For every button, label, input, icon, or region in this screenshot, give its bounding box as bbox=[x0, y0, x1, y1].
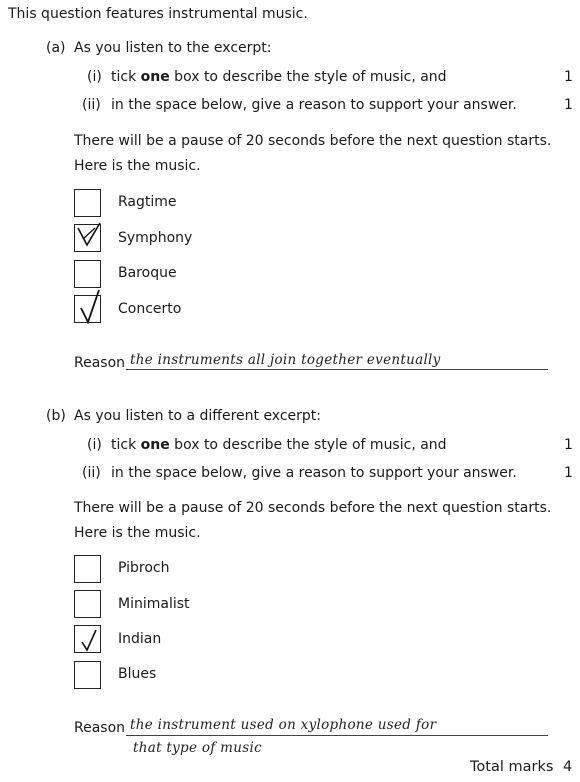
part-b-item-i-bold: one bbox=[140, 437, 170, 453]
tick-mark bbox=[69, 286, 109, 326]
total-marks-value: 4 bbox=[563, 759, 573, 775]
option-label-indian: Indian bbox=[118, 631, 162, 647]
part-b-reason-line-1 bbox=[126, 735, 548, 736]
option-box-symphony[interactable] bbox=[74, 224, 101, 252]
tick-mark bbox=[69, 616, 109, 656]
crossed-tick-mark bbox=[69, 215, 109, 255]
part-a-item-i-pre: tick bbox=[111, 69, 141, 85]
option-label-symphony: Symphony bbox=[118, 230, 193, 246]
part-b-reason-answer-line1[interactable]: the instrument used on xylophone used for bbox=[130, 717, 437, 733]
part-a-label: (a) bbox=[46, 40, 66, 56]
option-box-baroque[interactable] bbox=[74, 260, 101, 288]
part-b-item-i-post: box to describe the style of music, and bbox=[169, 437, 447, 453]
part-b-prompt: As you listen to a different excerpt: bbox=[74, 408, 322, 424]
part-b-item-ii-text: in the space below, give a reason to support your answer. bbox=[111, 465, 517, 481]
part-b-item-i-pre: tick bbox=[111, 437, 141, 453]
option-label-baroque: Baroque bbox=[118, 265, 177, 281]
part-b-item-i-number: (i) bbox=[87, 437, 102, 453]
option-box-pibroch[interactable] bbox=[74, 555, 101, 583]
option-box-minimalist[interactable] bbox=[74, 590, 101, 618]
part-b-label: (b) bbox=[46, 408, 66, 424]
part-b-item-i-mark: 1 bbox=[564, 437, 573, 453]
part-b-item-i-text bbox=[111, 437, 447, 453]
part-a-item-i-post: box to describe the style of music, and bbox=[169, 69, 447, 85]
part-a-item-i-number: (i) bbox=[87, 69, 102, 85]
part-a-item-ii-mark: 1 bbox=[564, 97, 573, 113]
part-a-item-ii-number: (ii) bbox=[82, 97, 101, 113]
part-b-item-ii-mark: 1 bbox=[564, 465, 573, 481]
part-a-item-i-bold: one bbox=[140, 69, 170, 85]
option-label-blues: Blues bbox=[118, 666, 157, 682]
part-b-reason-label: Reason bbox=[74, 720, 126, 736]
option-label-ragtime: Ragtime bbox=[118, 194, 177, 210]
part-a-prompt: As you listen to the excerpt: bbox=[74, 40, 272, 56]
part-a-item-ii-text: in the space below, give a reason to support your answer. bbox=[111, 97, 517, 113]
option-box-blues[interactable] bbox=[74, 661, 101, 689]
option-box-concerto[interactable] bbox=[74, 295, 101, 323]
option-label-pibroch: Pibroch bbox=[118, 560, 170, 576]
option-label-minimalist: Minimalist bbox=[118, 596, 190, 612]
intro-text: This question features instrumental music. bbox=[8, 6, 308, 22]
option-box-ragtime[interactable] bbox=[74, 189, 101, 217]
option-box-indian[interactable] bbox=[74, 625, 101, 653]
option-label-concerto: Concerto bbox=[118, 301, 182, 317]
part-b-reason-answer-line2[interactable]: that type of music bbox=[133, 740, 262, 756]
part-a-pause-text: There will be a pause of 20 seconds before the next question starts. bbox=[74, 133, 552, 149]
part-b-pause-text: There will be a pause of 20 seconds before the next question starts. bbox=[74, 500, 552, 516]
part-a-item-i-text bbox=[111, 69, 447, 85]
part-b-music-text: Here is the music. bbox=[74, 525, 201, 541]
part-b-item-ii-number: (ii) bbox=[82, 465, 101, 481]
total-marks-label: Total marks bbox=[470, 759, 554, 775]
part-a-item-i-mark: 1 bbox=[564, 69, 573, 85]
part-a-reason-label: Reason bbox=[74, 355, 126, 371]
part-a-reason-answer[interactable]: the instruments all join together eventually bbox=[130, 352, 441, 368]
part-a-music-text: Here is the music. bbox=[74, 158, 201, 174]
part-a-reason-line bbox=[126, 369, 548, 370]
